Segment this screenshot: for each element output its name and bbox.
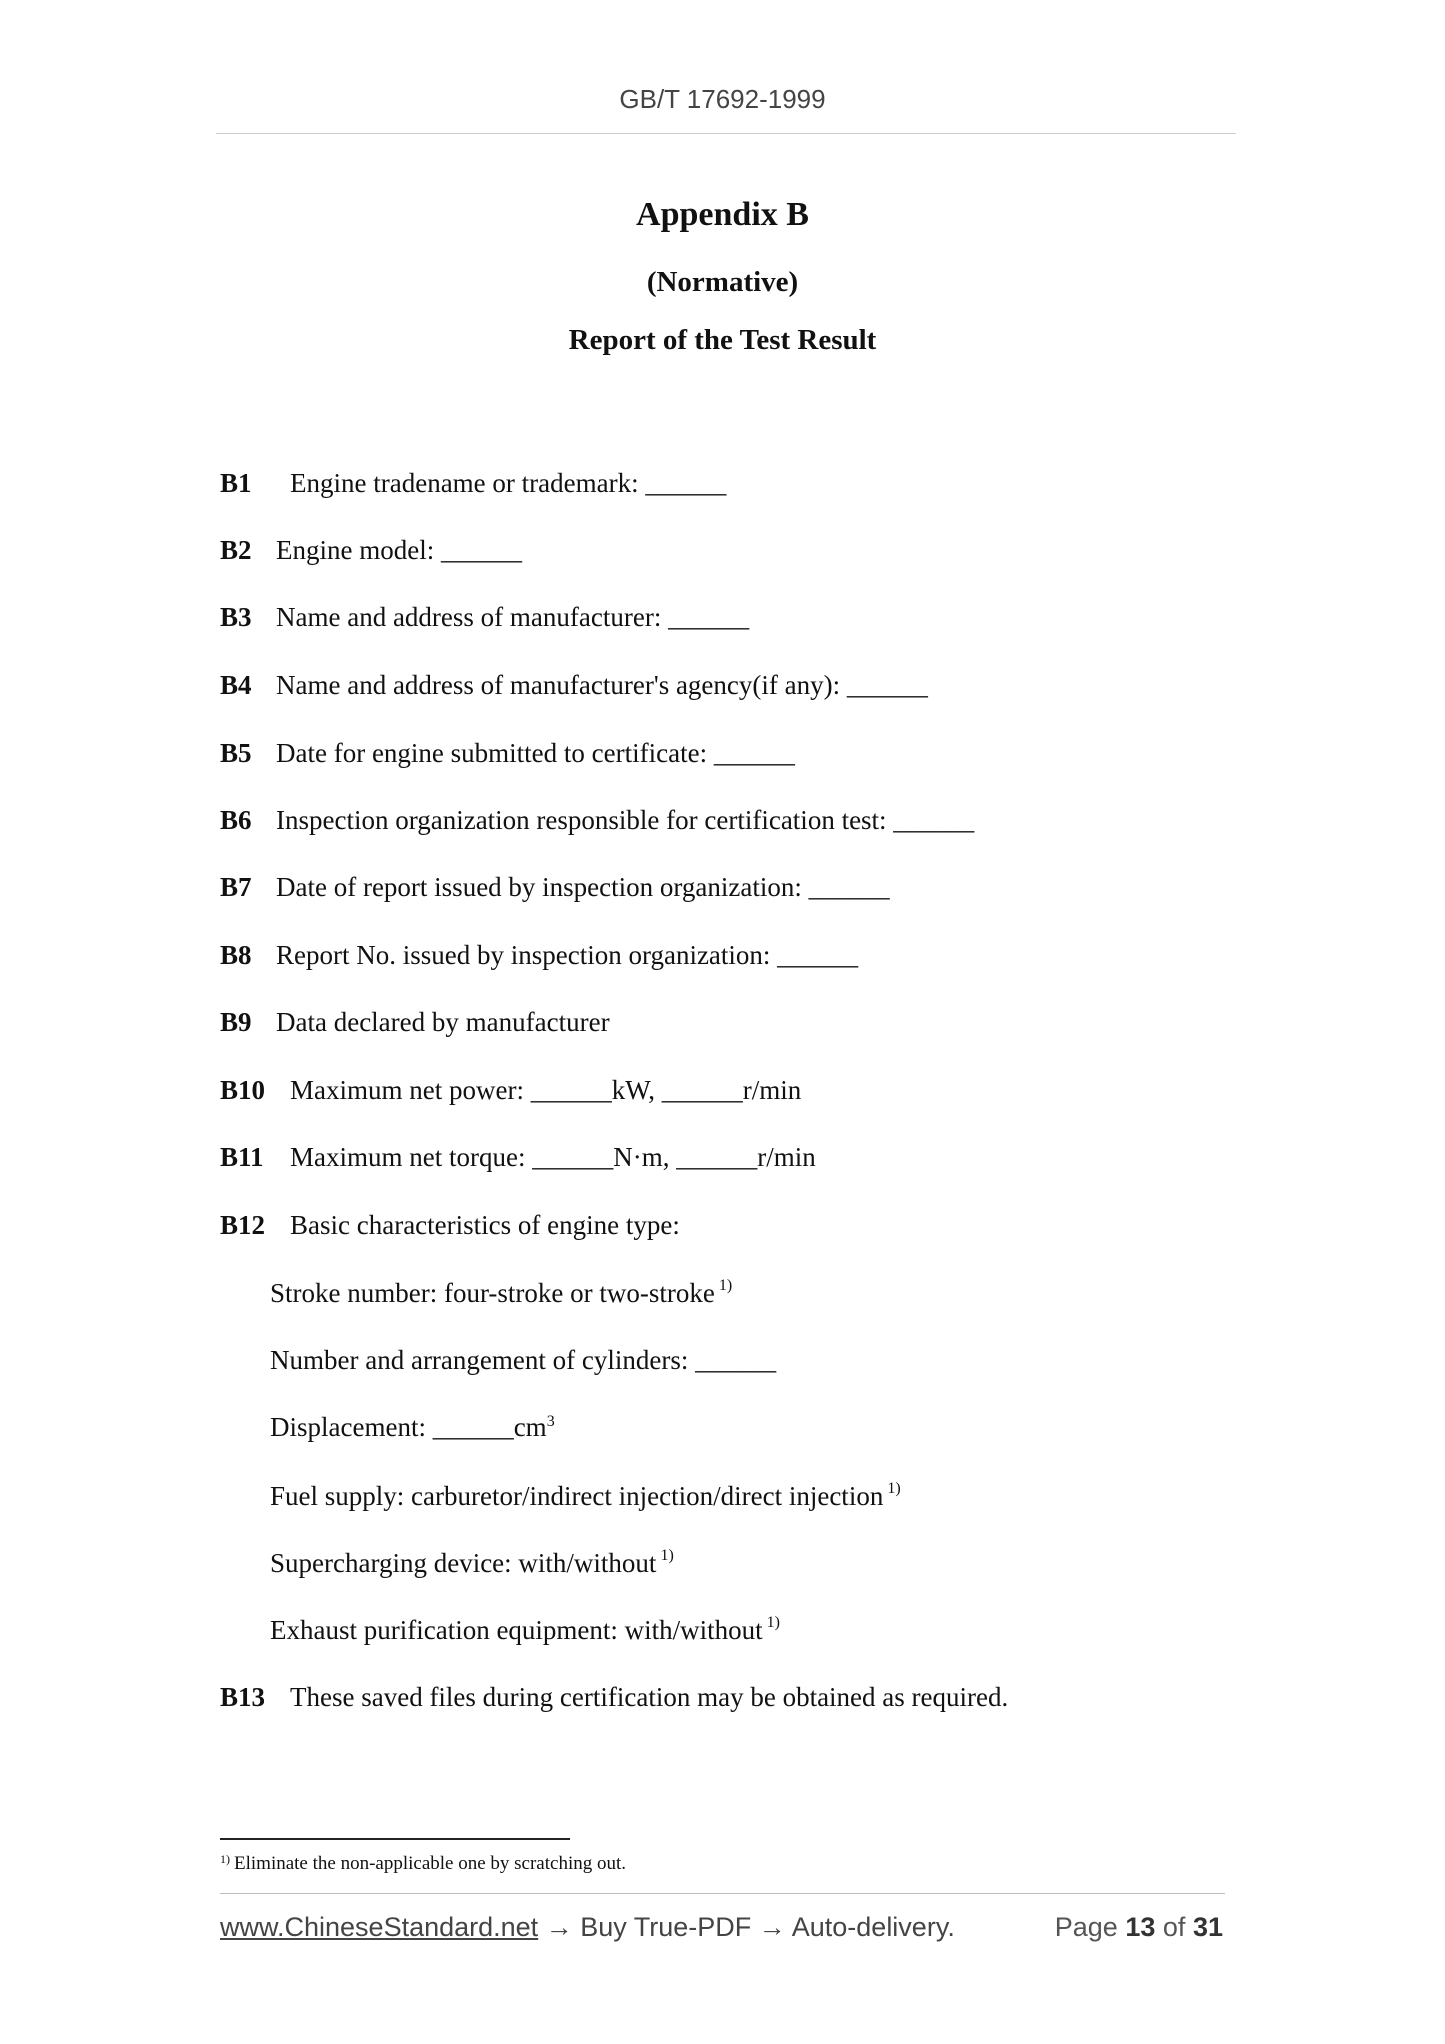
item-text: These saved files during certification may be obtained as required. <box>290 1682 1009 1712</box>
item-text: Maximum net power: ______kW, ______r/min <box>290 1075 802 1105</box>
item-label: B5 <box>220 738 252 768</box>
of-word: of <box>1162 1912 1186 1942</box>
b12-supercharging <box>270 1547 674 1579</box>
item-label: B13 <box>220 1682 266 1712</box>
item-text: Date of report issued by inspection organization: ______ <box>276 872 890 902</box>
item-label: B11 <box>220 1142 264 1172</box>
footer-promo-text: → Buy True-PDF → Auto-delivery. <box>538 1912 955 1942</box>
footnote-ref: 1) <box>766 1614 780 1631</box>
b12-cylinders <box>270 1345 776 1376</box>
item-text: Basic characteristics of engine type: <box>290 1210 680 1240</box>
item-text: Name and address of manufacturer's agency(if any): ______ <box>276 670 928 700</box>
item-text: Report No. issued by inspection organization: ______ <box>276 940 859 970</box>
item-b13 <box>220 1682 1008 1713</box>
appendix-title: Appendix B <box>636 196 809 233</box>
item-text: Engine tradename or trademark: ______ <box>290 468 727 498</box>
page-number <box>1055 1912 1223 1943</box>
item-text: Data declared by manufacturer <box>276 1007 610 1037</box>
item-b12 <box>220 1210 680 1241</box>
footnote-text: Eliminate the non-applicable one by scratching out. <box>234 1853 627 1874</box>
item-label: B6 <box>220 805 252 835</box>
page-current: 13 <box>1125 1912 1156 1942</box>
item-b4 <box>220 670 928 701</box>
item-b2 <box>220 535 522 566</box>
b12-supercharging-text: Supercharging device: with/without <box>270 1548 657 1578</box>
item-text: Engine model: ______ <box>276 535 522 565</box>
footer-divider <box>220 1893 1225 1894</box>
item-label: B10 <box>220 1075 266 1105</box>
item-label: B12 <box>220 1210 266 1240</box>
header-divider <box>216 133 1236 134</box>
b12-exhaust <box>270 1614 780 1646</box>
item-label: B9 <box>220 1007 252 1037</box>
item-text: Inspection organization responsible for certification test: ______ <box>276 805 975 835</box>
b12-displacement <box>270 1412 555 1443</box>
item-b3 <box>220 602 749 633</box>
item-label: B1 <box>220 468 252 498</box>
item-b6 <box>220 805 974 836</box>
item-label: B3 <box>220 602 252 632</box>
b12-fuel-text: Fuel supply: carburetor/indirect injection/direct injection <box>270 1481 884 1511</box>
item-text: Date for engine submitted to certificate: ______ <box>276 738 795 768</box>
b12-stroke-number <box>270 1277 732 1309</box>
item-b9 <box>220 1007 610 1038</box>
item-label: B4 <box>220 670 252 700</box>
appendix-normative: (Normative) <box>646 266 799 298</box>
item-b1 <box>220 468 726 499</box>
item-b8 <box>220 940 858 971</box>
appendix-subtitle: Report of the Test Result <box>568 324 877 356</box>
item-b11 <box>220 1142 816 1173</box>
page-word: Page <box>1054 1912 1118 1942</box>
footnote-mark: 1) <box>220 1852 230 1866</box>
page-total: 31 <box>1192 1912 1223 1942</box>
footnote-ref: 1) <box>887 1480 901 1497</box>
b12-displacement-text: Displacement: ______cm <box>270 1412 547 1442</box>
b12-cylinders-text: Number and arrangement of cylinders: ______ <box>270 1345 777 1375</box>
footer-promo <box>220 1912 955 1943</box>
item-b10 <box>220 1075 801 1106</box>
item-label: B7 <box>220 872 252 902</box>
document-header-standard: GB/T 17692-1999 <box>619 84 826 114</box>
item-b7 <box>220 872 890 903</box>
b12-stroke-text: Stroke number: four-stroke or two-stroke <box>270 1278 715 1308</box>
item-label: B8 <box>220 940 252 970</box>
b12-fuel-supply <box>270 1480 901 1512</box>
footnote <box>220 1852 626 1875</box>
footnote-ref: 1) <box>660 1547 674 1564</box>
item-text: Maximum net torque: ______N·m, ______r/min <box>290 1142 816 1172</box>
footnote-divider <box>220 1838 570 1840</box>
website-link[interactable]: www.ChineseStandard.net <box>220 1912 539 1942</box>
footnote-ref: 1) <box>718 1277 733 1294</box>
item-b5 <box>220 738 795 769</box>
b12-exhaust-text: Exhaust purification equipment: with/without <box>270 1615 763 1645</box>
item-label: B2 <box>220 535 252 565</box>
cubic-exponent: 3 <box>546 1413 555 1430</box>
item-text: Name and address of manufacturer: ______ <box>276 602 750 632</box>
